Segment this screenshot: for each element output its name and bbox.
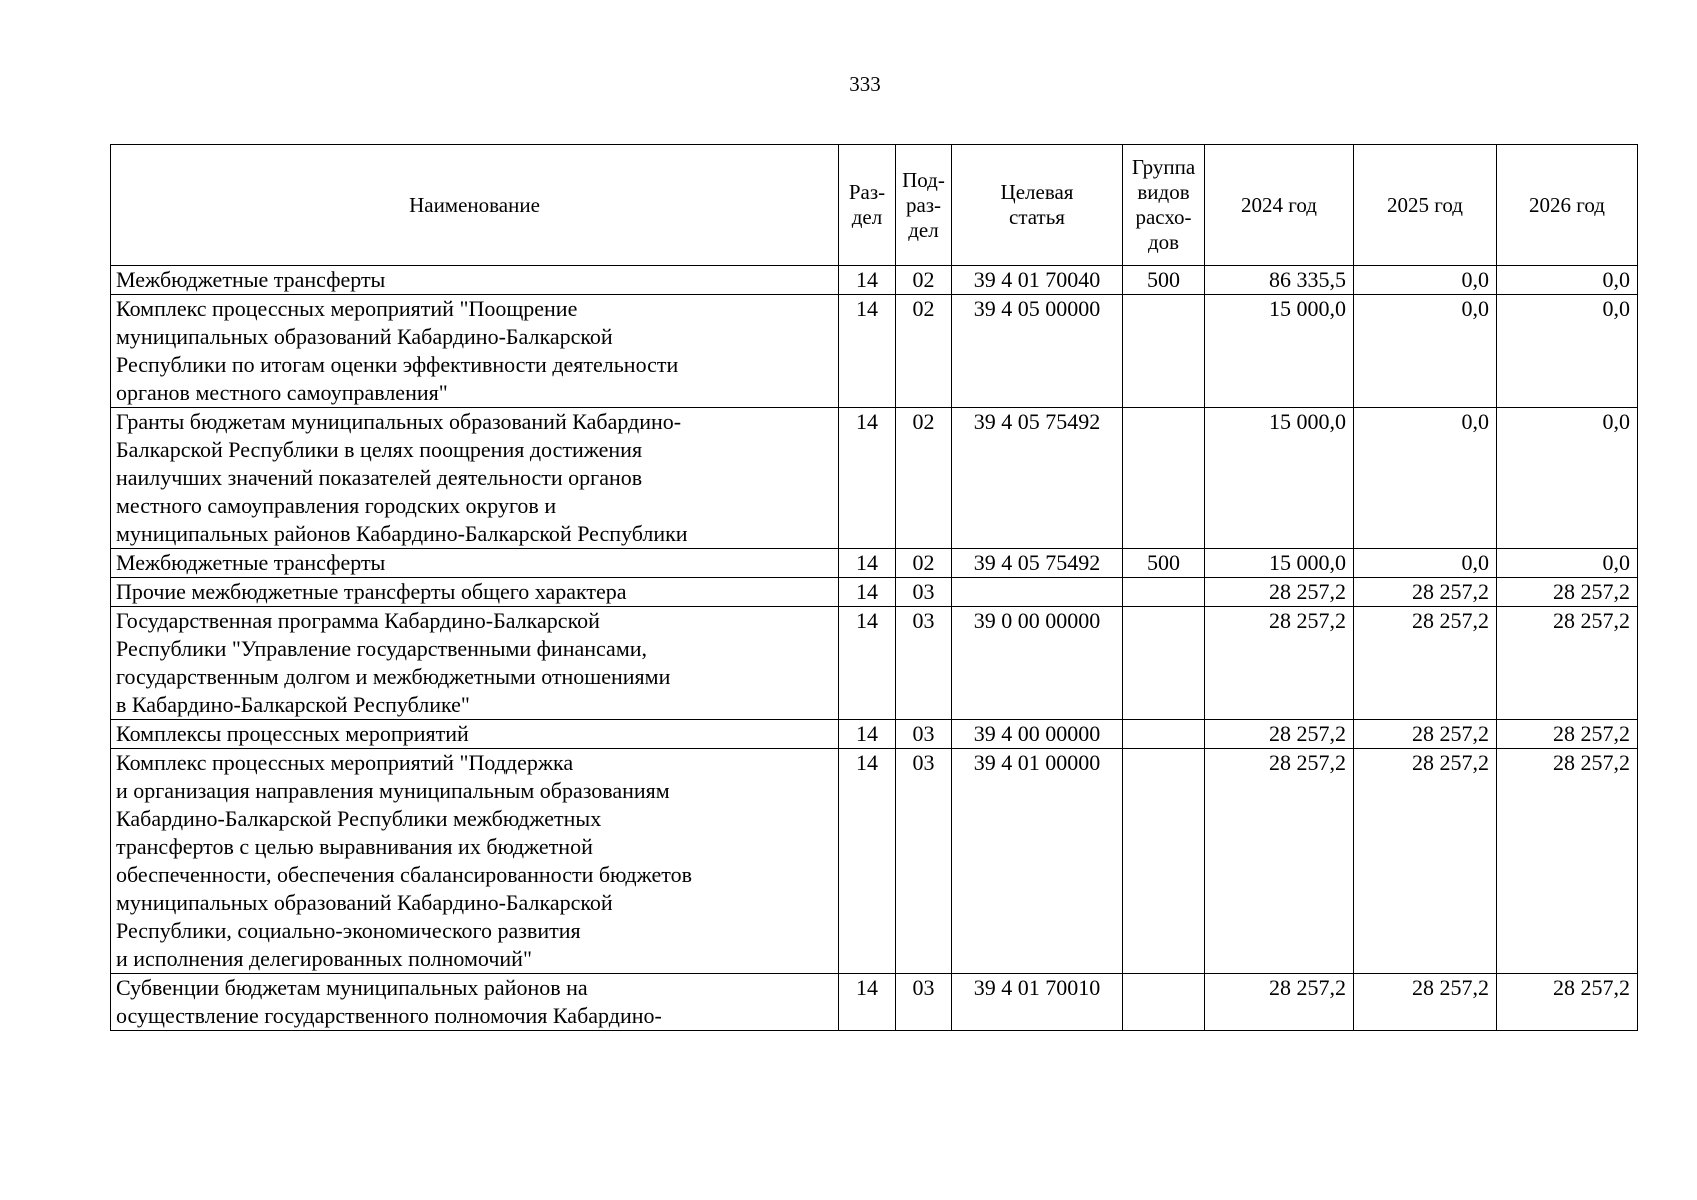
header-podrazdel: Под- раз- дел bbox=[896, 145, 952, 266]
header-row bbox=[111, 145, 1638, 266]
cell-podrazdel-text: 02 bbox=[912, 550, 935, 575]
cell-podrazdel-text: 03 bbox=[912, 579, 935, 604]
cell-2024 bbox=[1205, 720, 1354, 749]
table-row bbox=[111, 266, 1638, 295]
cell-2026-text: 0,0 bbox=[1602, 296, 1630, 321]
cell-2025-text: 0,0 bbox=[1461, 267, 1489, 292]
cell-2026 bbox=[1497, 578, 1638, 607]
cell-group-text: 500 bbox=[1147, 267, 1180, 292]
header-group: Группа видов расхо- дов bbox=[1123, 145, 1205, 266]
cell-razdel bbox=[839, 720, 896, 749]
cell-name bbox=[111, 549, 839, 578]
cell-razdel-text: 14 bbox=[856, 579, 878, 604]
cell-2026 bbox=[1497, 749, 1638, 974]
cell-2025-text: 28 257,2 bbox=[1412, 579, 1489, 604]
cell-group bbox=[1123, 607, 1205, 720]
cell-target-text: 39 4 05 75492 bbox=[973, 409, 1101, 434]
cell-2025 bbox=[1354, 549, 1497, 578]
cell-target-text: 39 4 00 00000 bbox=[973, 721, 1101, 746]
cell-podrazdel bbox=[896, 295, 952, 408]
cell-podrazdel bbox=[896, 578, 952, 607]
cell-2025-text: 28 257,2 bbox=[1412, 608, 1489, 633]
cell-2026 bbox=[1497, 607, 1638, 720]
table-row bbox=[111, 549, 1638, 578]
cell-2026 bbox=[1497, 720, 1638, 749]
cell-2024-text: 15 000,0 bbox=[1269, 550, 1346, 575]
cell-podrazdel bbox=[896, 266, 952, 295]
cell-podrazdel bbox=[896, 749, 952, 974]
cell-2026 bbox=[1497, 408, 1638, 549]
cell-name bbox=[111, 295, 839, 408]
cell-name bbox=[111, 720, 839, 749]
header-2025: 2025 год bbox=[1354, 145, 1497, 266]
cell-target bbox=[952, 295, 1123, 408]
cell-group-text: 500 bbox=[1147, 550, 1180, 575]
header-2026: 2026 год bbox=[1497, 145, 1638, 266]
table-row bbox=[111, 607, 1638, 720]
cell-2024-text: 15 000,0 bbox=[1269, 409, 1346, 434]
cell-2024-text: 28 257,2 bbox=[1269, 975, 1346, 1000]
cell-podrazdel-text: 03 bbox=[912, 750, 935, 775]
budget-table bbox=[110, 144, 1638, 1031]
header-razdel: Раз- дел bbox=[839, 145, 896, 266]
page-number: 333 bbox=[849, 72, 881, 96]
cell-group bbox=[1123, 749, 1205, 974]
cell-razdel-text: 14 bbox=[856, 409, 878, 434]
cell-podrazdel-text: 02 bbox=[912, 267, 935, 292]
cell-target-text: 39 4 05 00000 bbox=[973, 296, 1101, 321]
cell-group bbox=[1123, 295, 1205, 408]
cell-target bbox=[952, 607, 1123, 720]
cell-2024 bbox=[1205, 295, 1354, 408]
cell-group bbox=[1123, 408, 1205, 549]
cell-2026-text: 28 257,2 bbox=[1553, 579, 1630, 604]
cell-2025 bbox=[1354, 749, 1497, 974]
table-row bbox=[111, 974, 1638, 1031]
cell-2025 bbox=[1354, 720, 1497, 749]
cell-razdel-text: 14 bbox=[856, 267, 878, 292]
cell-target bbox=[952, 408, 1123, 549]
cell-razdel bbox=[839, 607, 896, 720]
cell-podrazdel-text: 03 bbox=[912, 721, 935, 746]
cell-2025-text: 0,0 bbox=[1461, 550, 1489, 575]
cell-group bbox=[1123, 578, 1205, 607]
cell-name-text: Комплекс процессных мероприятий "Поддержка и организация направления муниципальным образованиям Кабардино-Балкарской Республики межбюджетных трансфертов с целью выравнивания их бюджетной обеспеченности, обеспечения сбалансированности бюджетов муниципальных образований Кабардино-Балкарской Республики, социально-экономического развития и исполнения делегированных полномочий" bbox=[116, 750, 692, 971]
cell-name-text: Субвенции бюджетам муниципальных районов на осуществление государственного полномочия Кабардино- bbox=[116, 975, 662, 1028]
cell-2024 bbox=[1205, 408, 1354, 549]
cell-name bbox=[111, 607, 839, 720]
cell-razdel-text: 14 bbox=[856, 296, 878, 321]
cell-2025 bbox=[1354, 607, 1497, 720]
cell-2024-text: 28 257,2 bbox=[1269, 608, 1346, 633]
cell-razdel-text: 14 bbox=[856, 608, 878, 633]
header-target: Целевая статья bbox=[952, 145, 1123, 266]
cell-razdel bbox=[839, 408, 896, 549]
header-2024: 2024 год bbox=[1205, 145, 1354, 266]
cell-target-text: 39 4 05 75492 bbox=[973, 550, 1101, 575]
cell-target bbox=[952, 266, 1123, 295]
cell-group bbox=[1123, 720, 1205, 749]
cell-name bbox=[111, 578, 839, 607]
cell-podrazdel-text: 03 bbox=[912, 608, 935, 633]
table-row bbox=[111, 295, 1638, 408]
cell-2024 bbox=[1205, 266, 1354, 295]
cell-2025 bbox=[1354, 578, 1497, 607]
cell-razdel bbox=[839, 578, 896, 607]
cell-2024-text: 28 257,2 bbox=[1269, 579, 1346, 604]
cell-target-text: 39 4 01 00000 bbox=[973, 750, 1101, 775]
cell-2024-text: 28 257,2 bbox=[1269, 721, 1346, 746]
cell-2026 bbox=[1497, 549, 1638, 578]
cell-name-text: Комплекс процессных мероприятий "Поощрение муниципальных образований Кабардино-Балкарской Республики по итогам оценки эффективности деятельности органов местного самоуправления" bbox=[116, 296, 679, 405]
cell-razdel bbox=[839, 974, 896, 1031]
cell-name-text: Межбюджетные трансферты bbox=[116, 550, 386, 575]
cell-2025 bbox=[1354, 974, 1497, 1031]
cell-name bbox=[111, 749, 839, 974]
cell-razdel bbox=[839, 295, 896, 408]
cell-2024 bbox=[1205, 607, 1354, 720]
cell-2026-text: 0,0 bbox=[1602, 409, 1630, 434]
cell-razdel-text: 14 bbox=[856, 721, 878, 746]
cell-razdel-text: 14 bbox=[856, 750, 878, 775]
cell-2026-text: 0,0 bbox=[1602, 267, 1630, 292]
cell-2026 bbox=[1497, 974, 1638, 1031]
cell-2025-text: 0,0 bbox=[1461, 296, 1489, 321]
cell-2024-text: 28 257,2 bbox=[1269, 750, 1346, 775]
cell-2024-text: 15 000,0 bbox=[1269, 296, 1346, 321]
cell-2026-text: 28 257,2 bbox=[1553, 750, 1630, 775]
cell-2026-text: 28 257,2 bbox=[1553, 721, 1630, 746]
header-name: Наименование bbox=[111, 145, 839, 266]
cell-podrazdel bbox=[896, 720, 952, 749]
cell-group bbox=[1123, 549, 1205, 578]
cell-group bbox=[1123, 266, 1205, 295]
cell-target bbox=[952, 749, 1123, 974]
cell-podrazdel-text: 02 bbox=[912, 409, 935, 434]
cell-target-text: 39 4 01 70040 bbox=[973, 267, 1101, 292]
cell-2025-text: 0,0 bbox=[1461, 409, 1489, 434]
cell-2024 bbox=[1205, 749, 1354, 974]
cell-target bbox=[952, 549, 1123, 578]
cell-2025-text: 28 257,2 bbox=[1412, 750, 1489, 775]
cell-2026 bbox=[1497, 295, 1638, 408]
cell-2024-text: 86 335,5 bbox=[1269, 267, 1346, 292]
table-body bbox=[111, 266, 1638, 1031]
cell-razdel-text: 14 bbox=[856, 550, 878, 575]
table-row bbox=[111, 720, 1638, 749]
cell-2026-text: 28 257,2 bbox=[1553, 608, 1630, 633]
cell-2026 bbox=[1497, 266, 1638, 295]
cell-name-text: Прочие межбюджетные трансферты общего характера bbox=[116, 579, 627, 604]
cell-2024 bbox=[1205, 578, 1354, 607]
cell-podrazdel-text: 03 bbox=[912, 975, 935, 1000]
cell-2025-text: 28 257,2 bbox=[1412, 721, 1489, 746]
cell-razdel bbox=[839, 266, 896, 295]
cell-name-text: Государственная программа Кабардино-Балкарской Республики "Управление государственными финансами, государственным долгом и межбюджетными отношениями в Кабардино-Балкарской Республике" bbox=[116, 608, 671, 717]
cell-podrazdel bbox=[896, 549, 952, 578]
cell-podrazdel bbox=[896, 974, 952, 1031]
cell-2025 bbox=[1354, 408, 1497, 549]
table-row bbox=[111, 578, 1638, 607]
cell-razdel-text: 14 bbox=[856, 975, 878, 1000]
cell-name-text: Гранты бюджетам муниципальных образований Кабардино- Балкарской Республики в целях поощрения достижения наилучших значений показателей деятельности органов местного самоуправления городских округов и муниципальных районов Кабардино-Балкарской Республики bbox=[116, 409, 688, 546]
cell-2024 bbox=[1205, 549, 1354, 578]
cell-target bbox=[952, 720, 1123, 749]
cell-2024 bbox=[1205, 974, 1354, 1031]
cell-target-text: 39 0 00 00000 bbox=[973, 608, 1101, 633]
cell-name-text: Комплексы процессных мероприятий bbox=[116, 721, 469, 746]
cell-group bbox=[1123, 974, 1205, 1031]
cell-razdel bbox=[839, 749, 896, 974]
cell-name-text: Межбюджетные трансферты bbox=[116, 267, 386, 292]
cell-target bbox=[952, 578, 1123, 607]
table-row bbox=[111, 408, 1638, 549]
cell-2026-text: 28 257,2 bbox=[1553, 975, 1630, 1000]
cell-target bbox=[952, 974, 1123, 1031]
cell-2026-text: 0,0 bbox=[1602, 550, 1630, 575]
cell-2025-text: 28 257,2 bbox=[1412, 975, 1489, 1000]
cell-podrazdel-text: 02 bbox=[912, 296, 935, 321]
cell-podrazdel bbox=[896, 607, 952, 720]
table-row bbox=[111, 749, 1638, 974]
cell-name bbox=[111, 266, 839, 295]
cell-name bbox=[111, 408, 839, 549]
cell-razdel bbox=[839, 549, 896, 578]
cell-target-text: 39 4 01 70010 bbox=[973, 975, 1101, 1000]
cell-2025 bbox=[1354, 266, 1497, 295]
cell-name bbox=[111, 974, 839, 1031]
cell-2025 bbox=[1354, 295, 1497, 408]
cell-podrazdel bbox=[896, 408, 952, 549]
